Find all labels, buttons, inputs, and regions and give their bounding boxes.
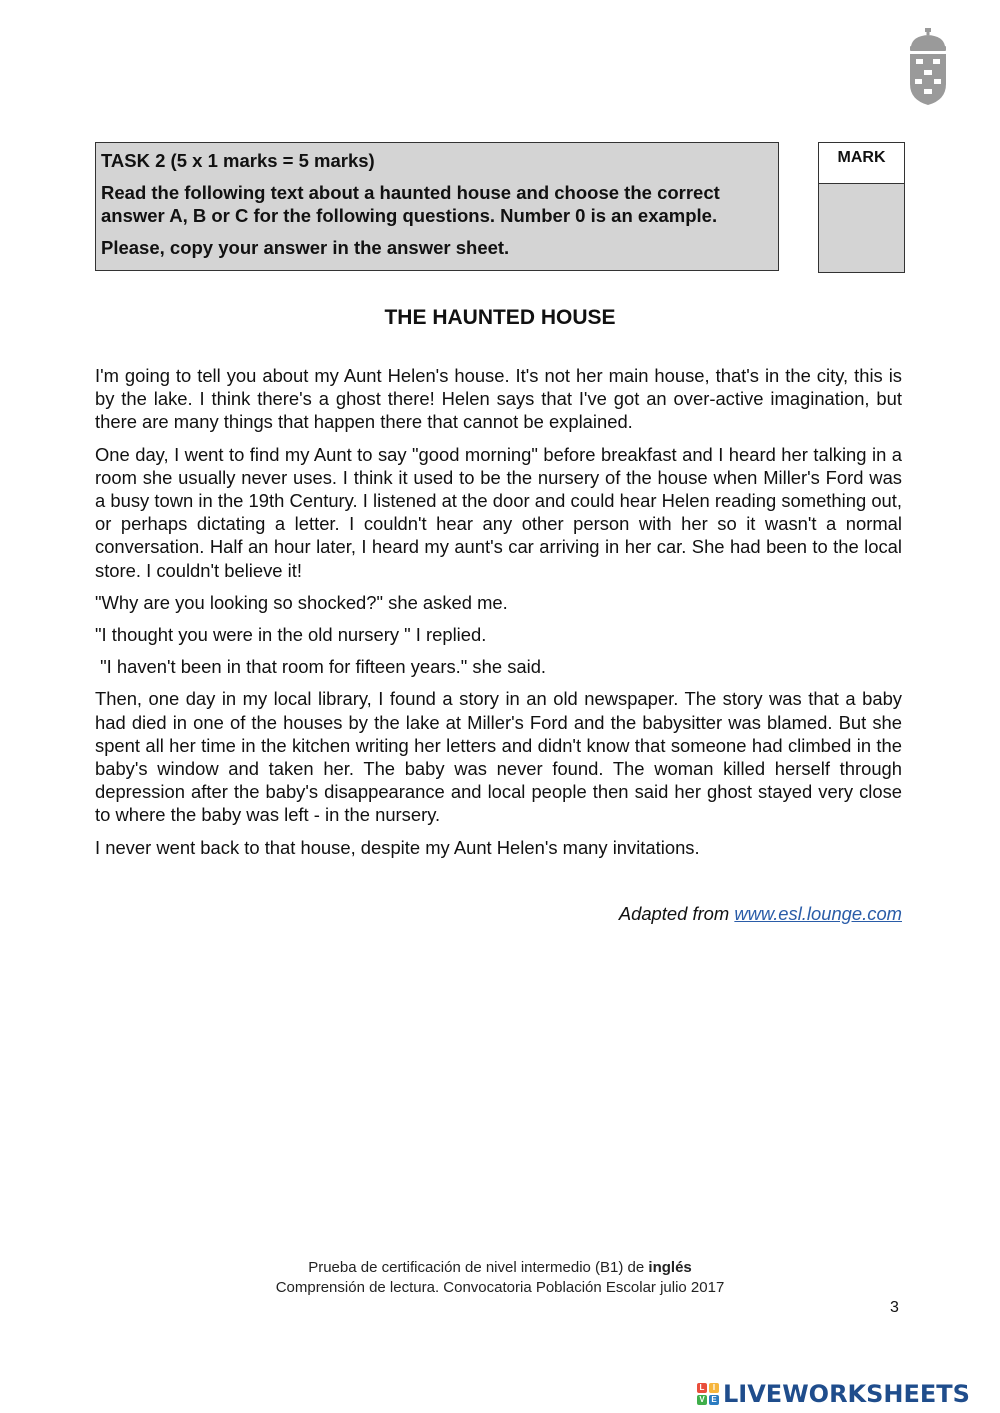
footer-exam-name: Prueba de certificación de nivel intermedio (B1) de [308, 1259, 649, 1276]
liveworksheets-icon [697, 1383, 719, 1405]
task-instructions-box [95, 142, 779, 271]
logo-letter: V [697, 1395, 707, 1405]
story-paragraph: Then, one day in my local library, I found a story in an old newspaper. The story was that a baby had died in one of the houses by the lake at Miller's Ford and the babysitter was blamed. But she spent all her time in the kitchen writing her letters and didn't know that someone had climbed in the baby's window and taken her. The baby was never found. The woman killed herself through depression after the baby's disappearance and local people then said her ghost stayed very close to where the baby was left - in the nursery. [95, 688, 902, 826]
footer-line-2: Comprensión de lectura. Convocatoria Población Escolar julio 2017 [275, 1279, 725, 1296]
story-paragraph: One day, I went to find my Aunt to say "good morning" before breakfast and I heard her talking in a room she usually never uses. I think it used to be the nursery of the house when Miller's Ford was a busy town in the 19th Century. I listened at the door and could hear Helen reading something out, or perhaps dictating a letter. I couldn't hear any other person with her so it wasn't a normal conversation. Half an hour later, I heard my aunt's car arriving in her car. She had been to the local store. I couldn't believe it! [95, 443, 902, 581]
logo-letter: I [709, 1383, 719, 1393]
story-paragraph: I never went back to that house, despite my Aunt Helen's many invitations. [95, 836, 700, 858]
source-attribution [619, 902, 902, 925]
story-paragraph: I'm going to tell you about my Aunt Helen's house. It's not her main house, that's in the city, this is by the lake. I think there's a ghost there! Helen says that I've got an over-active imagination, but there are many things that happen there that cannot be explained. [95, 365, 902, 433]
mark-box [818, 142, 905, 273]
copy-answer-note: Please, copy your answer in the answer sheet. [101, 237, 510, 258]
footer-language: inglés [648, 1259, 692, 1276]
story-paragraph: "I thought you were in the old nursery " I replied. [95, 624, 487, 646]
story-title: THE HAUNTED HOUSE [384, 306, 616, 329]
liveworksheets-logo[interactable] [697, 1378, 970, 1410]
liveworksheets-wordmark: LIVEWORKSHEETS [723, 1380, 970, 1408]
page-footer [0, 1258, 1000, 1298]
task-instructions: Read the following text about a haunted house and choose the correct answer A, B or C for the following questions. Number 0 is an example. [101, 182, 720, 226]
story-paragraph: "Why are you looking so shocked?" she asked me. [95, 591, 508, 613]
story-paragraph: "I haven't been in that room for fifteen years." she said. [95, 656, 547, 678]
logo-letter: L [697, 1383, 707, 1393]
story-text [95, 364, 902, 868]
mark-value-field[interactable] [819, 184, 904, 272]
logo-letter: E [709, 1395, 719, 1405]
source-link[interactable]: www.esl.lounge.com [734, 903, 902, 924]
mark-label: MARK [819, 143, 904, 184]
source-prefix: Adapted from [618, 903, 735, 924]
footer-line-1 [0, 1258, 1000, 1278]
task-title: TASK 2 (5 x 1 marks = 5 marks) [101, 150, 375, 171]
coat-of-arms-icon [905, 28, 951, 106]
page-number: 3 [890, 1299, 899, 1316]
